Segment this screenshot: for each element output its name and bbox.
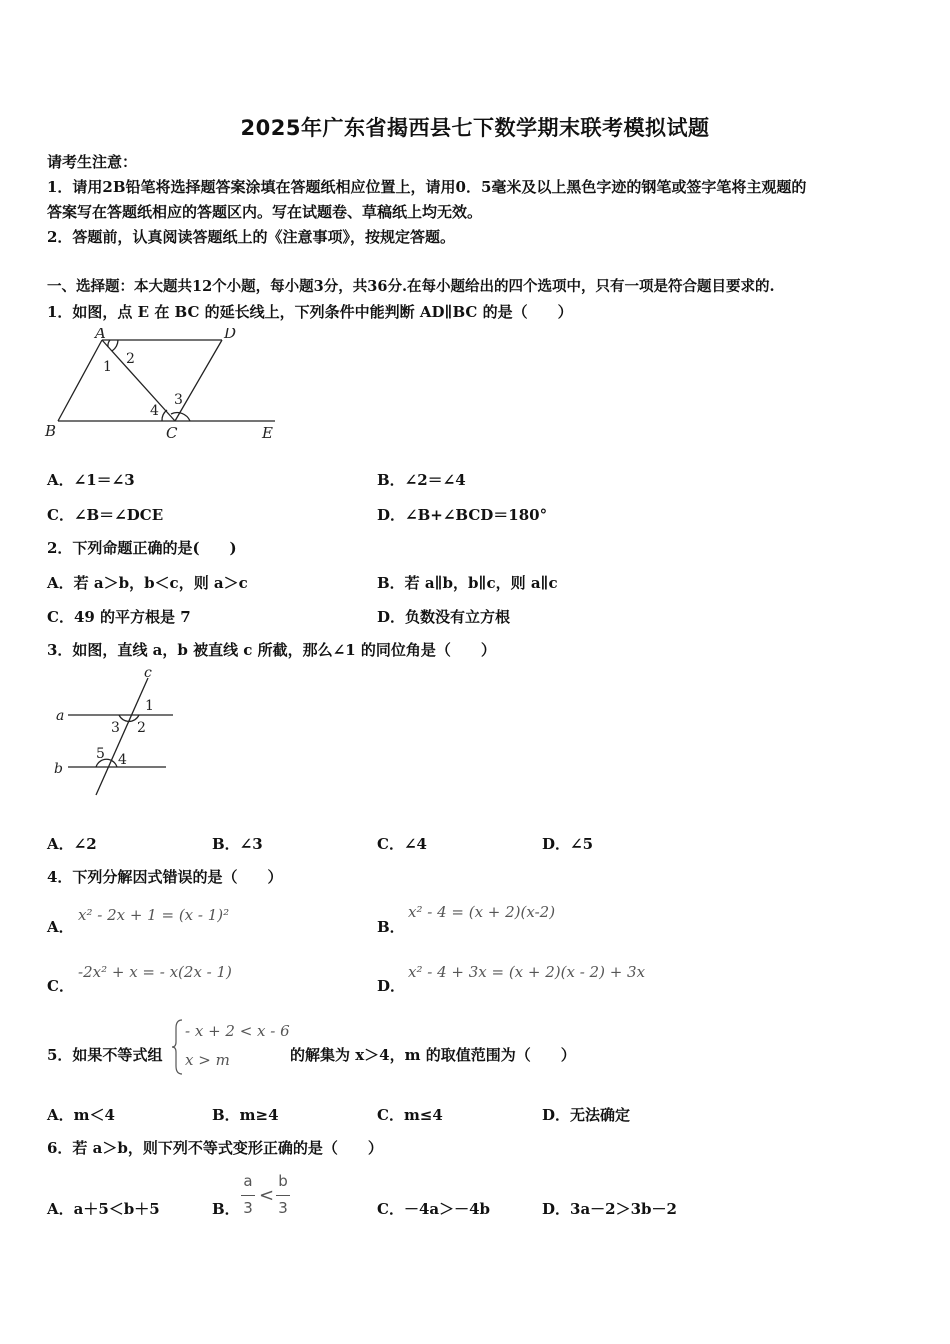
q5-system-line-2: x > m (185, 1051, 230, 1069)
notice-line-2: 答案写在答题纸相应的答题区内。写在试题卷、草稿纸上均无效。 (47, 203, 483, 221)
q3-angle-1: 1 (145, 698, 154, 714)
page-title: 2025年广东省揭西县七下数学期末联考模拟试题 (240, 116, 710, 140)
q1-angle-2: 2 (126, 351, 135, 367)
q5-option-a[interactable]: A．m＜4 (47, 1106, 115, 1124)
q1-angle-3: 3 (174, 392, 183, 408)
q4-option-a[interactable]: A． (47, 918, 74, 936)
q4-option-b-expr: x² - 4 = (x + 2)(x-2) (408, 903, 556, 921)
q6-option-c[interactable]: C．－4a＞－4b (377, 1200, 491, 1218)
q5-option-d[interactable]: D．无法确定 (542, 1106, 631, 1124)
q3-label-c: c (144, 666, 152, 681)
q5-stem-pre: 5．如果不等式组 (47, 1046, 163, 1064)
q5-option-c[interactable]: C．m≤4 (377, 1106, 443, 1124)
q1-label-b: B (45, 422, 57, 440)
q6-option-a[interactable]: A．a＋5＜b＋5 (47, 1200, 160, 1218)
q3-stem: 3．如图，直线 a，b 被直线 c 所截，那么∠1 的同位角是（ ） (47, 641, 496, 659)
q1-option-b[interactable]: B．∠2＝∠4 (377, 471, 466, 489)
q5-option-b[interactable]: B．m≥4 (212, 1106, 279, 1124)
q1-option-c[interactable]: C．∠B＝∠DCE (47, 506, 164, 524)
q1-figure (40, 328, 290, 443)
q6-b-numerator-2: b (278, 1172, 288, 1190)
q6-b-denominator-2: 3 (278, 1199, 288, 1217)
q1-angle-4: 4 (150, 403, 159, 419)
q4-option-a-expr: x² - 2x + 1 = (x - 1)² (78, 906, 230, 924)
q2-option-a[interactable]: A．若 a＞b，b＜c，则 a＞c (47, 574, 248, 592)
q5-system-line-1: - x + 2 < x - 6 (185, 1022, 290, 1040)
q4-option-c-expr: -2x² + x = - x(2x - 1) (78, 963, 232, 981)
q3-option-d[interactable]: D．∠5 (542, 835, 594, 853)
q4-option-d[interactable]: D． (377, 977, 406, 995)
q3-label-a: a (56, 708, 65, 724)
q2-option-c[interactable]: C．49 的平方根是 7 (47, 608, 191, 626)
q3-figure (48, 666, 188, 801)
q6-b-numerator-1: a (243, 1172, 253, 1190)
q5-stem-post: 的解集为 x＞4，m 的取值范围为（ ） (290, 1046, 576, 1064)
q3-option-c[interactable]: C．∠4 (377, 835, 427, 853)
q3-angle-4: 4 (118, 752, 127, 768)
q2-option-b[interactable]: B．若 a∥b，b∥c，则 a∥c (377, 574, 558, 592)
q3-option-a[interactable]: A．∠2 (47, 835, 97, 853)
q6-option-b-expr (240, 1172, 300, 1224)
q6-b-fraction-bar-1 (241, 1195, 255, 1196)
q6-b-fraction-bar-2 (276, 1195, 290, 1196)
q4-option-c[interactable]: C． (47, 977, 74, 995)
q6-option-b[interactable]: B． (212, 1200, 240, 1218)
q1-stem: 1．如图，点 E 在 BC 的延长线上，下列条件中能判断 AD∥BC 的是（ ） (47, 303, 573, 321)
q6-option-d[interactable]: D．3a－2＞3b－2 (542, 1200, 677, 1218)
q3-angle-5: 5 (96, 746, 105, 762)
q1-angle-1: 1 (103, 359, 112, 375)
notice-heading: 请考生注意： (47, 153, 138, 171)
section-heading: 一、选择题：本大题共12个小题，每小题3分，共36分.在每小题给出的四个选项中，只有一项是符合题目要求的. (47, 278, 775, 295)
q2-stem: 2．下列命题正确的是( ) (47, 539, 237, 557)
q1-option-d[interactable]: D．∠B+∠BCD＝180° (377, 506, 548, 524)
notice-line-3: 2．答题前，认真阅读答题纸上的《注意事项》，按规定答题。 (47, 228, 455, 246)
q3-label-b: b (54, 761, 63, 777)
q4-option-d-expr: x² - 4 + 3x = (x + 2)(x - 2) + 3x (408, 963, 646, 981)
q4-stem: 4．下列分解因式错误的是（ ） (47, 868, 283, 886)
q1-label-a: A (95, 328, 106, 342)
q1-label-c: C (166, 424, 178, 442)
q1-label-e: E (262, 424, 273, 442)
q6-b-relation: < (259, 1185, 275, 1206)
q6-stem: 6．若 a＞b，则下列不等式变形正确的是（ ） (47, 1139, 383, 1157)
q3-angle-2: 2 (137, 720, 146, 736)
q1-label-d: D (224, 328, 237, 342)
q3-option-b[interactable]: B．∠3 (212, 835, 263, 853)
q2-option-d[interactable]: D．负数没有立方根 (377, 608, 511, 626)
q5-brace (170, 1018, 184, 1076)
q6-b-denominator-1: 3 (243, 1199, 253, 1217)
q4-option-b[interactable]: B． (377, 918, 405, 936)
q1-option-a[interactable]: A．∠1＝∠3 (47, 471, 135, 489)
notice-line-1: 1．请用2B铅笔将选择题答案涂填在答题纸相应位置上，请用0．5毫米及以上黑色字迹的钢笔或签字笔将主观题的 (47, 178, 807, 196)
q3-angle-3: 3 (111, 720, 120, 736)
